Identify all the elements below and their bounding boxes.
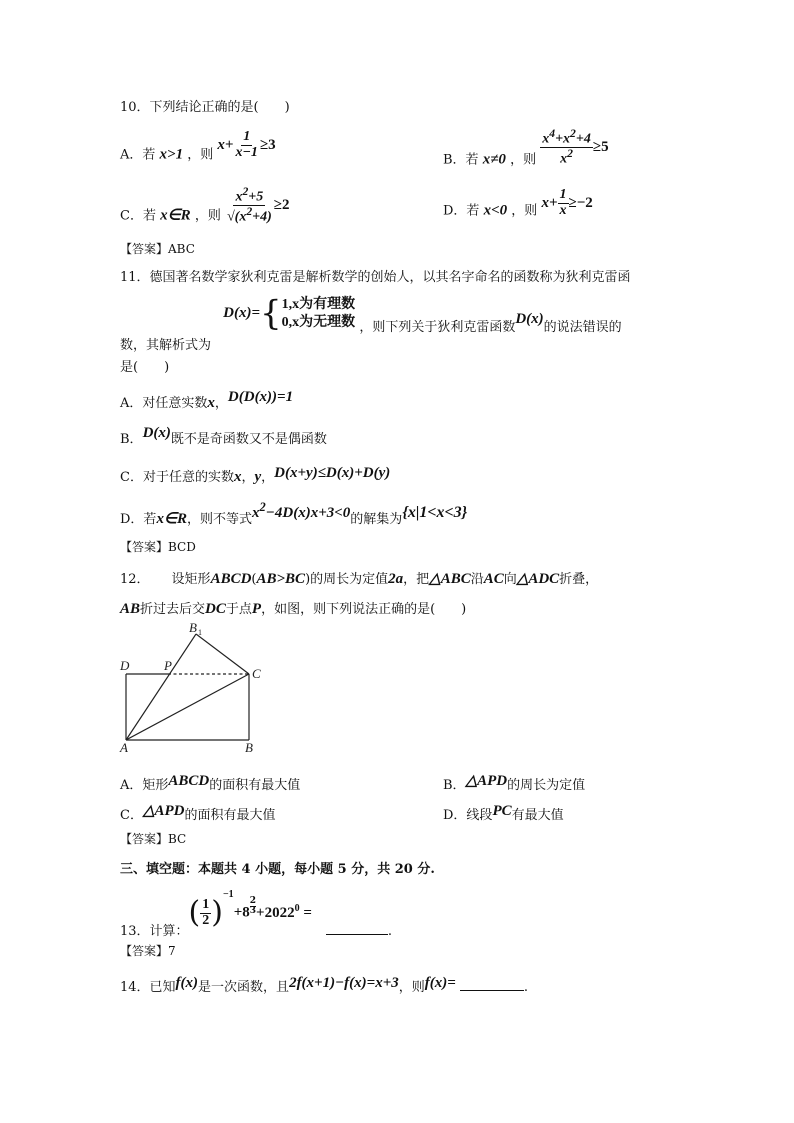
q10-option-d[interactable] (443, 187, 593, 226)
q12-option-b[interactable] (443, 774, 585, 794)
fig-label-a: A (120, 740, 128, 755)
q12-s8: 折过去后交 (140, 602, 206, 617)
q12-b-label: B． (443, 778, 466, 793)
q13-tail: . (387, 923, 393, 939)
q12-s5: 沿 (470, 572, 484, 587)
fig-edge-ab1 (126, 634, 196, 740)
q11-a-label: A．对任意实数 (120, 396, 208, 411)
q13-formula: ( $\frac{1}{2}$ )$^{-1}$+8 $^{\frac{2}{3}}$ $+2022^0$ = (188, 889, 312, 931)
q11-option-d[interactable] (120, 500, 468, 528)
q12-tri-abc: △ABC (429, 571, 471, 587)
q12-s10: ，如图，则下列说法正确的是( ) (261, 602, 467, 617)
q11-b-dx: D(x) (142, 425, 171, 441)
q12-s6: 向 (503, 572, 517, 587)
q10-option-a[interactable] (120, 129, 276, 170)
q11-a-sep: ， (214, 396, 228, 411)
q11-stem-line2 (120, 293, 622, 353)
q12-d-pc: PC (492, 803, 512, 819)
q11-option-b[interactable] (120, 425, 327, 448)
q13-blank[interactable] (326, 922, 388, 935)
q10-d-ze: ，则 (511, 203, 538, 219)
q14-equation: 2f(x+1)−f(x)=x+3 (289, 975, 399, 991)
q12-c-label: C． (120, 808, 143, 823)
q10-option-b[interactable] (443, 127, 609, 180)
q10-answer: 【答案】ABC (120, 242, 195, 256)
q12-s7: 折叠， (559, 572, 599, 587)
q11-c-x: x (233, 469, 242, 485)
q12-s3: )的周长为定值 (305, 572, 389, 587)
q12-c-tri: △APD (142, 803, 185, 819)
q12-figure (112, 620, 272, 760)
q14-fx-ask: f(x)= (424, 975, 456, 991)
q13-answer: 【答案】7 (120, 944, 176, 958)
q10-c-label: C．若 (120, 208, 156, 224)
fig-label-b: B (245, 740, 253, 755)
q12-ac: AC (483, 571, 504, 587)
q11-b-label: B． (120, 432, 143, 447)
q11-piece1: 1,x为有理数 (281, 297, 356, 312)
q12-d-label: D．线段 (443, 808, 493, 823)
q11-piecewise (282, 296, 356, 331)
q12-s9: 于点 (225, 602, 252, 617)
fig-label-b1-sub: 1 (198, 628, 202, 637)
q11-c-formula: D(x+y)≤D(x)+D(y) (274, 465, 391, 481)
q10-b-ze: ，则 (510, 152, 537, 168)
q12-c-tail: 的面积有最大值 (184, 808, 276, 823)
q10-b-cond: x≠0 (482, 151, 506, 168)
q14-blank[interactable] (460, 978, 524, 991)
q10-option-c[interactable] (120, 185, 290, 236)
q14-stem: 14．已知 (120, 980, 176, 995)
q10-c-formula: $\frac{x^2+5}{√(x^2+4)}$ ≥2 (226, 185, 290, 225)
q12-option-d[interactable] (443, 804, 564, 824)
q12-tri-adc: △ADC (516, 571, 560, 587)
q12-p: P (251, 601, 262, 617)
q10-a-cond: x>1 (159, 146, 184, 163)
q12-a-label: A．矩形 (120, 778, 169, 793)
q12-answer: 【答案】BC (120, 832, 187, 846)
q12-option-a[interactable] (120, 774, 300, 794)
q11-option-c[interactable] (120, 466, 390, 486)
q11-d-label: D．若 (120, 512, 157, 527)
q12-ab: AB (120, 601, 141, 617)
q11-c-label: C．对于任意的实数 (120, 470, 234, 485)
q11-stem2b: ，则下列关于狄利克雷函数 (359, 320, 516, 335)
q12-stem-line1 (120, 568, 598, 588)
q12-s2: ( (251, 572, 257, 587)
q10-a-ze: ，则 (187, 147, 214, 163)
q11-c-sep2: ， (261, 470, 275, 485)
q14-s3: ，则 (398, 980, 425, 995)
q12-b-tri: △APD (465, 773, 508, 789)
q11-stem-line3: 是( ) (120, 360, 170, 375)
q11-stem2c: 的说法错误的 (543, 320, 622, 335)
q12-s1: 设矩形 (171, 572, 211, 587)
q11-brace: { (260, 293, 282, 334)
q10-b-formula: $\frac{x^4+x^2+4}{x^2}$ ≥5 (542, 127, 609, 167)
q11-d-set: {x|1<x<3} (402, 504, 468, 521)
q12-s4: ，把 (403, 572, 430, 587)
q12-a-rect: ABCD (168, 773, 210, 789)
q11-piece2: 0,x为无理数 (281, 314, 356, 330)
q14-s2: 是一次函数，且 (198, 980, 290, 995)
q10-d-formula: x+ $\frac{1}{x}$ ≥−2 (541, 187, 593, 218)
q11-dx: D(x) (515, 311, 544, 327)
q11-a-var: x (207, 395, 215, 411)
q11-d-cond: x∈R (156, 511, 188, 527)
q10-a-label: A．若 (120, 147, 156, 163)
q10-b-label: B．若 (443, 152, 479, 168)
q11-a-formula: D(D(x))=1 (227, 389, 294, 405)
q12-abcd: ABCD (210, 571, 252, 587)
q11-d-tail: 的解集为 (350, 512, 403, 527)
q10-stem: 10．下列结论正确的是( ) (120, 100, 290, 115)
fig-edge-b1c (196, 634, 249, 674)
q12-stem-line2 (120, 598, 466, 618)
q14-line (120, 976, 528, 996)
q12-d-tail: 有最大值 (511, 808, 564, 823)
q13-line (120, 889, 393, 939)
q11-answer: 【答案】BCD (120, 540, 196, 554)
q11-d-ineq: $x^2-4D(x)x+3<0$ (252, 500, 351, 521)
q10-d-cond: x<0 (483, 202, 508, 219)
q12-2a: 2a (388, 571, 404, 587)
q11-c-sep1: ， (241, 470, 255, 485)
q10-c-cond: x∈R (160, 207, 191, 224)
q14-fx: f(x) (175, 975, 199, 991)
fig-diag-ac (126, 674, 249, 740)
q12-b-tail: 的周长为定值 (507, 778, 586, 793)
q11-dx-def: D(x)= (223, 305, 261, 321)
q11-stem2: 数，其解析式为 (120, 338, 212, 353)
fig-label-p: P (164, 658, 172, 673)
q11-option-a[interactable] (120, 389, 294, 412)
q10-c-ze: ，则 (194, 208, 221, 224)
q11-c-y: y (254, 469, 262, 485)
q12-num: 12． (120, 572, 150, 587)
q11-d-ze: ，则不等式 (187, 512, 253, 527)
q12-dc: DC (205, 601, 226, 617)
q14-tail: . (523, 980, 528, 995)
section3-heading: 三、填空题：本题共 4 小题，每小题 5 分，共 20 分. (120, 862, 435, 877)
q13-stem: 13．计算： (120, 923, 189, 939)
fig-label-b1: B (189, 620, 197, 635)
q11-stem-line1: 11．德国著名数学家狄利克雷是解析数学的创始人，以其名字命名的函数称为狄利克雷函 (120, 270, 631, 285)
fig-label-d: D (120, 658, 130, 673)
q10-a-formula: x+ $\frac{1}{x-1}$ ≥3 (217, 129, 276, 160)
q12-a-tail: 的面积有最大值 (209, 778, 301, 793)
q11-b-tail: 既不是奇函数又不是偶函数 (170, 432, 327, 447)
q12-ab-gt-bc: AB>BC (256, 571, 306, 587)
fig-label-c: C (252, 666, 261, 681)
q10-d-label: D．若 (443, 203, 480, 219)
q12-option-c[interactable] (120, 804, 276, 824)
